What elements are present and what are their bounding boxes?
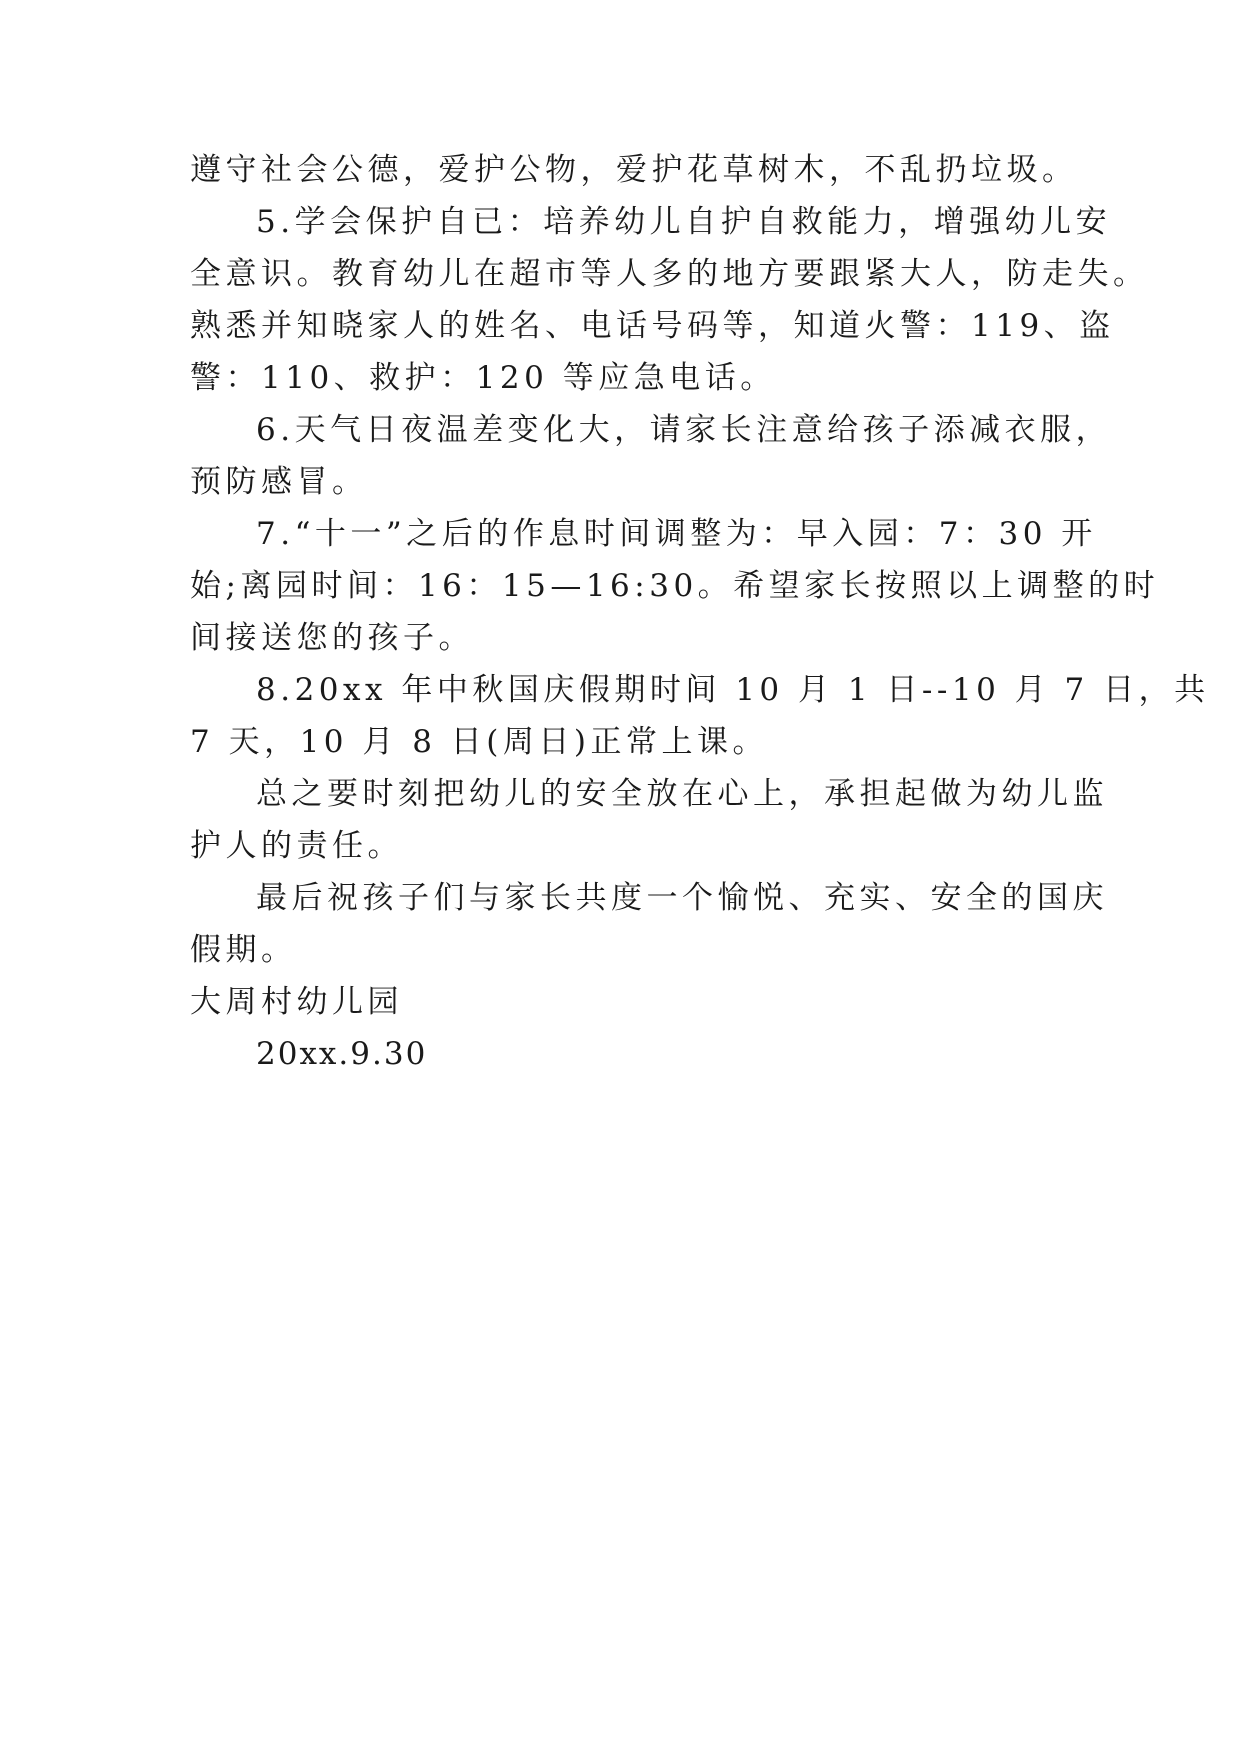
paragraph-line: 熟悉并知晓家人的姓名、电话号码等，知道火警：119、盗 bbox=[190, 308, 1115, 344]
signature-org: 大周村幼儿园 bbox=[190, 984, 403, 1020]
paragraph-line: 间接送您的孩子。 bbox=[190, 620, 474, 656]
paragraph-line: 总之要时刻把幼儿的安全放在心上，承担起做为幼儿监 bbox=[256, 776, 1108, 812]
paragraph-line: 7 天，10 月 8 日(周日)正常上课。 bbox=[190, 724, 768, 760]
paragraph-line: 全意识。教育幼儿在超市等人多的地方要跟紧大人，防走失。 bbox=[190, 256, 1149, 292]
paragraph-line: 6.天气日夜温差变化大，请家长注意给孩子添减衣服， bbox=[256, 412, 1112, 448]
paragraph-line: 假期。 bbox=[190, 932, 297, 968]
signature-date: 20xx.9.30 bbox=[256, 1036, 428, 1072]
paragraph-line: 7.“十一”之后的作息时间调整为：早入园：7：30 开 bbox=[256, 516, 1097, 552]
paragraph-line: 5.学会保护自已：培养幼儿自护自救能力，增强幼儿安 bbox=[256, 204, 1112, 240]
paragraph-line: 8.20xx 年中秋国庆假期时间 10 月 1 日--10 月 7 日，共 bbox=[256, 672, 1210, 708]
paragraph-line: 遵守社会公德，爱护公物，爱护花草树木，不乱扔垃圾。 bbox=[190, 152, 1078, 188]
paragraph-line: 最后祝孩子们与家长共度一个愉悦、充实、安全的国庆 bbox=[256, 880, 1108, 916]
paragraph-line: 警：110、救护：120 等应急电话。 bbox=[190, 360, 776, 396]
paragraph-line: 始;离园时间：16：15—16:30。希望家长按照以上调整的时 bbox=[190, 568, 1160, 604]
paragraph-line: 护人的责任。 bbox=[190, 828, 403, 864]
paragraph-line: 预防感冒。 bbox=[190, 464, 368, 500]
